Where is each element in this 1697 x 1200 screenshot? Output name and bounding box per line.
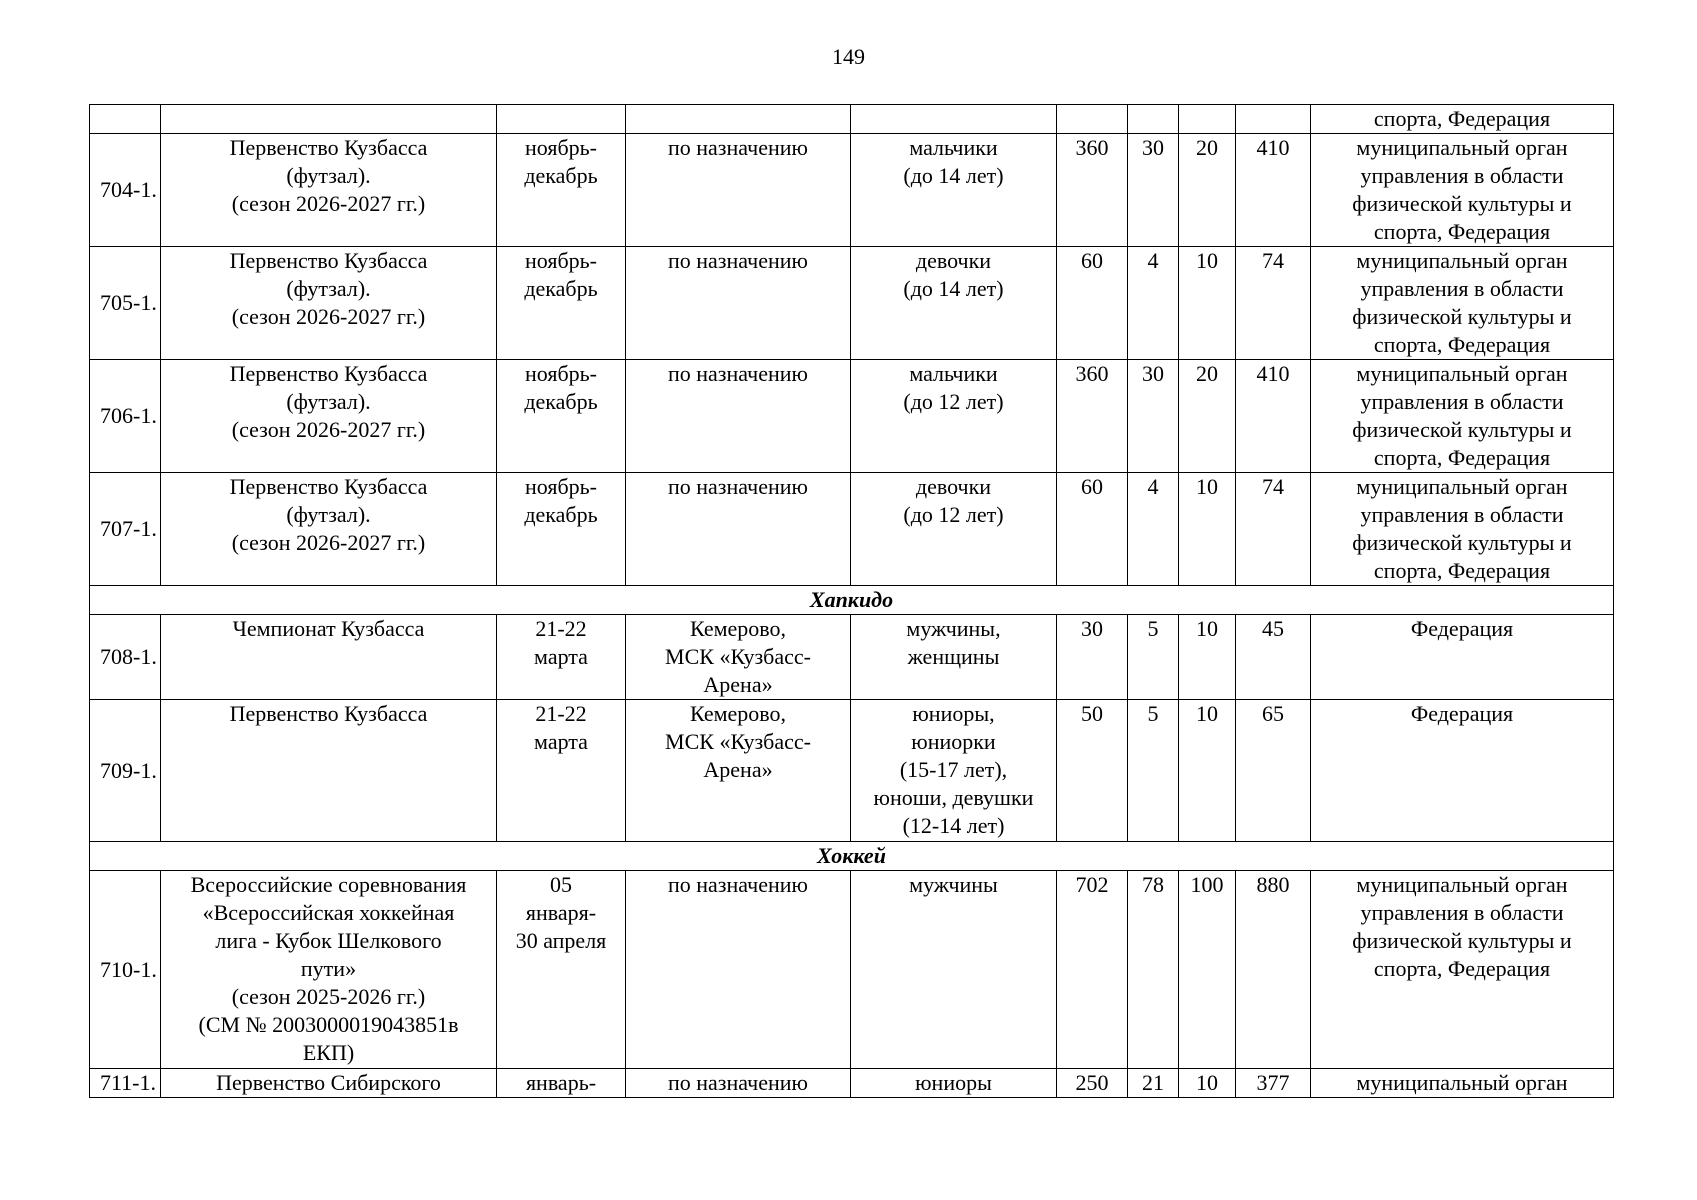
cell-name: Первенство Сибирского	[161, 1069, 497, 1098]
page-number: 149	[832, 44, 865, 69]
cell-c2: 4	[1128, 247, 1179, 360]
section-title: Хапкидо	[90, 586, 1614, 615]
cell-c2: 5	[1128, 615, 1179, 700]
table-row	[90, 700, 1614, 842]
cell-dates: ноябрь- декабрь	[497, 473, 626, 586]
cell-num: 704-1.	[90, 134, 161, 247]
cell-participants: мужчины	[851, 871, 1057, 1069]
cell-total: 74	[1236, 247, 1311, 360]
cell-num: 706-1.	[90, 360, 161, 473]
cell-place: Кемерово, МСК «Кузбасс- Арена»	[626, 615, 851, 700]
cell-c2: 21	[1128, 1069, 1179, 1098]
cell-c1: 360	[1057, 134, 1128, 247]
cell-place: Кемерово, МСК «Кузбасс- Арена»	[626, 700, 851, 842]
section-title: Хоккей	[90, 842, 1614, 871]
cell-organizer: Федерация	[1311, 615, 1614, 700]
cell-num: 708-1.	[90, 615, 161, 700]
cell-dates: ноябрь- декабрь	[497, 134, 626, 247]
cell-place: по назначению	[626, 1069, 851, 1098]
table-row	[90, 360, 1614, 473]
cell-total: 65	[1236, 700, 1311, 842]
cell-organizer: муниципальный орган управления в области физической культуры и спорта, Федерация	[1311, 247, 1614, 360]
cell-total: 45	[1236, 615, 1311, 700]
cell-place	[626, 105, 851, 134]
cell-c3: 10	[1179, 1069, 1236, 1098]
cell-num: 705-1.	[90, 247, 161, 360]
cell-organizer: муниципальный орган управления в области физической культуры и спорта, Федерация	[1311, 473, 1614, 586]
cell-total: 880	[1236, 871, 1311, 1069]
cell-num: 707-1.	[90, 473, 161, 586]
cell-c1	[1057, 105, 1128, 134]
cell-dates: ноябрь- декабрь	[497, 247, 626, 360]
cell-c3: 10	[1179, 247, 1236, 360]
cell-c3: 100	[1179, 871, 1236, 1069]
cell-c1: 60	[1057, 247, 1128, 360]
cell-c1: 60	[1057, 473, 1128, 586]
table-row	[90, 1069, 1614, 1098]
cell-organizer: Федерация	[1311, 700, 1614, 842]
cell-name: Чемпионат Кузбасса	[161, 615, 497, 700]
cell-c1: 360	[1057, 360, 1128, 473]
cell-organizer: муниципальный орган управления в области физической культуры и спорта, Федерация	[1311, 871, 1614, 1069]
cell-place: по назначению	[626, 473, 851, 586]
cell-name: Первенство Кузбасса (футзал). (сезон 2026-2027 гг.)	[161, 134, 497, 247]
table-row	[90, 473, 1614, 586]
cell-organizer: муниципальный орган управления в области физической культуры и спорта, Федерация	[1311, 134, 1614, 247]
cell-participants	[851, 105, 1057, 134]
events-table	[89, 104, 1614, 1098]
cell-c3	[1179, 105, 1236, 134]
cell-participants: юниоры, юниорки (15-17 лет), юноши, девушки (12-14 лет)	[851, 700, 1057, 842]
cell-dates	[497, 105, 626, 134]
cell-organizer: муниципальный орган управления в области физической культуры и спорта, Федерация	[1311, 360, 1614, 473]
cell-participants: мужчины, женщины	[851, 615, 1057, 700]
cell-dates: ноябрь- декабрь	[497, 360, 626, 473]
cell-organizer: спорта, Федерация	[1311, 105, 1614, 134]
cell-c2: 30	[1128, 360, 1179, 473]
cell-total: 410	[1236, 134, 1311, 247]
cell-c3: 10	[1179, 700, 1236, 842]
cell-c3: 10	[1179, 473, 1236, 586]
cell-name: Первенство Кузбасса	[161, 700, 497, 842]
cell-c1: 250	[1057, 1069, 1128, 1098]
section-row-hockey	[90, 842, 1614, 871]
table-row	[90, 615, 1614, 700]
cell-participants: девочки (до 14 лет)	[851, 247, 1057, 360]
cell-total: 74	[1236, 473, 1311, 586]
cell-name: Первенство Кузбасса (футзал). (сезон 2026-2027 гг.)	[161, 360, 497, 473]
cell-c2: 5	[1128, 700, 1179, 842]
cell-name: Всероссийские соревнования «Всероссийская хоккейная лига - Кубок Шелкового пути» (сезон 2025-2026 гг.) (СМ № 2003000019043851в ЕКП)	[161, 871, 497, 1069]
cell-c2: 4	[1128, 473, 1179, 586]
cell-name	[161, 105, 497, 134]
cell-c1: 30	[1057, 615, 1128, 700]
cell-num: 710-1.	[90, 871, 161, 1069]
cell-place: по назначению	[626, 134, 851, 247]
cell-name: Первенство Кузбасса (футзал). (сезон 2026-2027 гг.)	[161, 247, 497, 360]
cell-c1: 50	[1057, 700, 1128, 842]
cell-participants: мальчики (до 14 лет)	[851, 134, 1057, 247]
cell-c2: 78	[1128, 871, 1179, 1069]
cell-c2: 30	[1128, 134, 1179, 247]
cell-dates: 21-22 марта	[497, 700, 626, 842]
cell-c1: 702	[1057, 871, 1128, 1069]
section-row-hapkido	[90, 586, 1614, 615]
cell-dates: январь-	[497, 1069, 626, 1098]
cell-participants: мальчики (до 12 лет)	[851, 360, 1057, 473]
cell-total: 410	[1236, 360, 1311, 473]
cell-place: по назначению	[626, 247, 851, 360]
cell-name: Первенство Кузбасса (футзал). (сезон 2026-2027 гг.)	[161, 473, 497, 586]
cell-num: 709-1.	[90, 700, 161, 842]
cell-num: 711-1.	[90, 1069, 161, 1098]
table-row	[90, 871, 1614, 1069]
cell-place: по назначению	[626, 871, 851, 1069]
cell-place: по назначению	[626, 360, 851, 473]
cell-total	[1236, 105, 1311, 134]
cell-num	[90, 105, 161, 134]
cell-participants: юниоры	[851, 1069, 1057, 1098]
cell-total: 377	[1236, 1069, 1311, 1098]
cell-c3: 10	[1179, 615, 1236, 700]
cell-dates: 21-22 марта	[497, 615, 626, 700]
cell-dates: 05 января- 30 апреля	[497, 871, 626, 1069]
cell-c3: 20	[1179, 360, 1236, 473]
carry-row	[90, 105, 1614, 134]
cell-participants: девочки (до 12 лет)	[851, 473, 1057, 586]
cell-c3: 20	[1179, 134, 1236, 247]
cell-c2	[1128, 105, 1179, 134]
table-row	[90, 247, 1614, 360]
table-row	[90, 134, 1614, 247]
cell-organizer: муниципальный орган	[1311, 1069, 1614, 1098]
